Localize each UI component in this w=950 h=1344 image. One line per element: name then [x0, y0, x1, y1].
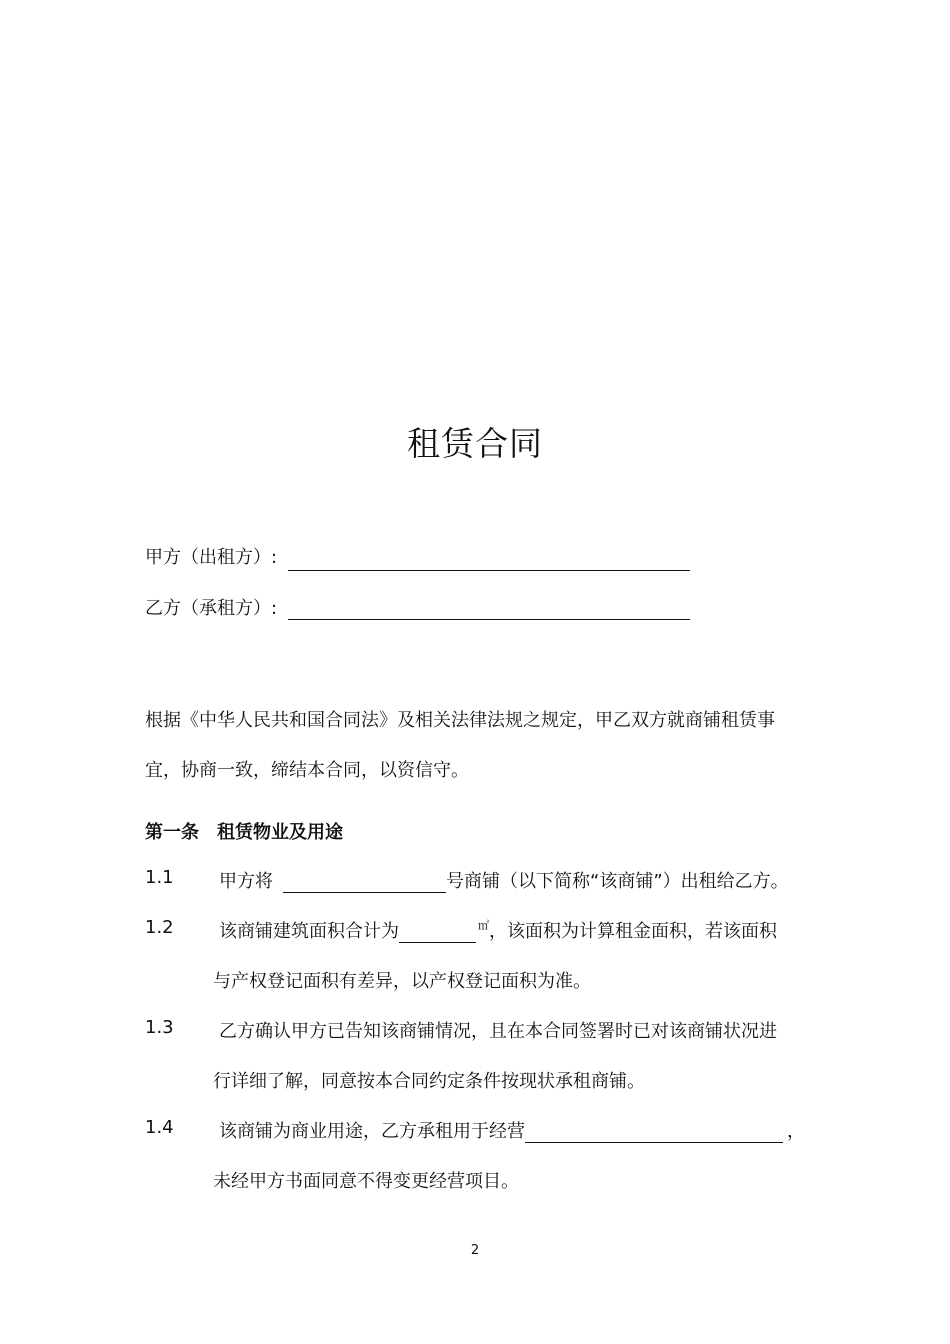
- party-a-label: 甲方（出租方）:: [145, 547, 278, 568]
- clause-number: 1.2: [145, 917, 174, 938]
- preamble-line-1: 根据《中华人民共和国合同法》及相关法律法规之规定，甲乙双方就商铺租赁事: [145, 710, 775, 731]
- business-type-blank[interactable]: [525, 1120, 783, 1143]
- party-a-blank[interactable]: [288, 570, 690, 571]
- clause-number: 1.4: [145, 1117, 174, 1138]
- clause-1-2-line-2: 与产权登记面积有差异，以产权登记面积为准。: [213, 971, 591, 992]
- clause-number: 1.3: [145, 1017, 174, 1038]
- clause-1-4-line-1: [219, 1117, 805, 1143]
- section-title: 租赁物业及用途: [217, 822, 343, 843]
- clause-number: 1.1: [145, 867, 174, 888]
- clause-1-2-pre: 该商铺建筑面积合计为: [219, 921, 399, 942]
- clause-1-3-line-1: 乙方确认甲方已告知该商铺情况，且在本合同签署时已对该商铺状况进: [219, 1021, 777, 1042]
- clause-1-3-line-2: 行详细了解，同意按本合同约定条件按现状承租商铺。: [213, 1071, 645, 1092]
- shop-number-blank[interactable]: [283, 870, 446, 893]
- clause-1-1-pre: 甲方将: [219, 871, 273, 892]
- area-blank[interactable]: [399, 920, 476, 943]
- document-title: 租赁合同: [407, 424, 543, 463]
- section-heading: [145, 818, 343, 844]
- clause-1-4-pre: 该商铺为商业用途，乙方承租用于经营: [219, 1121, 525, 1142]
- preamble-line-2: 宜，协商一致，缔结本合同，以资信守。: [145, 760, 469, 781]
- clause-1-2-line-1: [219, 917, 777, 943]
- clause-1-2-post: ，该面积为计算租金面积，若该面积: [489, 921, 777, 942]
- page-number: 2: [470, 1243, 480, 1258]
- clause-1-4-line-2: 未经甲方书面同意不得变更经营项目。: [213, 1171, 519, 1192]
- party-b-blank[interactable]: [288, 619, 690, 620]
- clause-1-4-post: ，: [787, 1121, 805, 1142]
- party-b-label: 乙方（承租方）:: [145, 598, 278, 619]
- area-unit: ㎡: [478, 919, 489, 932]
- section-number: 第一条: [145, 822, 199, 843]
- clause-1-1-post: 号商铺（以下简称“该商铺”）出租给乙方。: [446, 871, 789, 892]
- clause-1-1-text: [219, 867, 789, 893]
